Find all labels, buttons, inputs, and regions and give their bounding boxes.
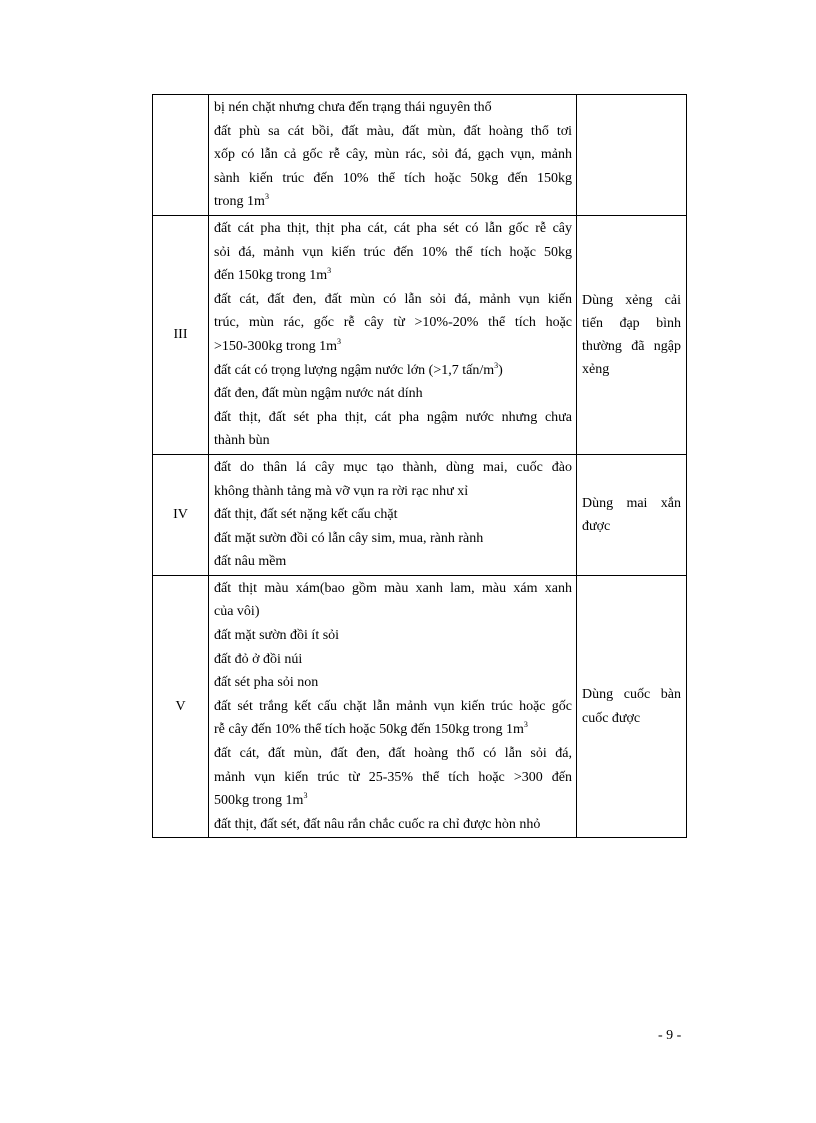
description-cell <box>209 215 577 454</box>
description-line <box>214 766 572 790</box>
text-run: đất cát, đất mùn, đất đen, đất hoàng thổ có lẫn sỏi đá, <box>214 746 572 762</box>
superscript: 3 <box>303 791 308 801</box>
description-line <box>214 96 572 120</box>
description-cell <box>209 95 577 216</box>
text-run: xốp có lẫn cả gốc rễ cây, mùn rác, sỏi đá, gạch vụn, mảnh <box>214 147 572 163</box>
superscript: 3 <box>264 192 269 202</box>
description-line <box>214 695 572 719</box>
text-run: đất sét trắng kết cấu chặt lẫn mảnh vụn kiến trúc hoặc gốc <box>214 698 572 714</box>
description-line <box>214 789 572 813</box>
description-cell <box>209 454 577 575</box>
method-line: cuốc được <box>582 710 641 726</box>
description-line <box>214 264 572 288</box>
method-line: xẻng <box>582 362 610 378</box>
method-line: tiến đạp bình <box>582 315 681 331</box>
text-run: trong 1m <box>214 194 265 210</box>
method-line: Dùng xẻng cải <box>582 292 681 308</box>
text-run: 500kg trong 1m <box>214 793 304 809</box>
description-line <box>214 671 572 695</box>
text-run: đất nâu mềm <box>214 554 287 570</box>
grade-cell: III <box>153 215 209 454</box>
description-line <box>214 742 572 766</box>
grade-cell: IV <box>153 454 209 575</box>
description-line <box>214 217 572 241</box>
description-line <box>214 550 572 574</box>
grade-cell: V <box>153 575 209 838</box>
method-line: Dùng mai xắn <box>582 495 681 511</box>
description-line <box>214 382 572 406</box>
superscript: 3 <box>494 360 499 370</box>
text-run: đất phù sa cát bồi, đất màu, đất mùn, đất hoàng thổ tơi <box>214 123 572 139</box>
text-run: đất mặt sườn đồi ít sỏi <box>214 628 340 644</box>
method-line: Dùng cuốc bàn <box>582 687 681 703</box>
description-line <box>214 359 572 383</box>
description-line <box>214 480 572 504</box>
text-run: đất đỏ ở đồi núi <box>214 651 303 667</box>
table-row <box>153 215 687 454</box>
description-line <box>214 241 572 265</box>
text-run: đất cát pha thịt, thịt pha cát, cát pha sét có lẫn gốc rễ cây <box>214 220 572 236</box>
method-cell <box>577 575 687 838</box>
description-line <box>214 503 572 527</box>
method-line: được <box>582 518 611 534</box>
description-line <box>214 527 572 551</box>
text-run: sỏi đá, mảnh vụn kiến trúc đến 10% thể tích hoặc 50kg <box>214 244 572 260</box>
text-run: đến 150kg trong 1m <box>214 268 328 284</box>
text-run: trúc, mùn rác, gốc rễ cây từ >10%-20% thể tích hoặc <box>214 315 572 331</box>
text-run: >150-300kg trong 1m <box>214 338 337 354</box>
text-run: đất thịt, đất sét nặng kết cấu chặt <box>214 507 398 523</box>
page-number: - 9 - <box>658 1028 682 1043</box>
soil-classification-table <box>152 94 687 838</box>
text-run: ) <box>498 362 503 378</box>
text-run: đất cát, đất đen, đất mùn có lẫn sỏi đá, mảnh vụn kiến <box>214 291 572 307</box>
text-run: rễ cây đến 10% thể tích hoặc 50kg đến 150kg trong 1m <box>214 722 524 738</box>
text-run: thành bùn <box>214 433 270 449</box>
description-line <box>214 143 572 167</box>
text-run: đất sét pha sỏi non <box>214 675 319 691</box>
grade-cell <box>153 95 209 216</box>
text-run: sành kiến trúc đến 10% thể tích hoặc 50kg đến 150kg <box>214 170 572 186</box>
description-line <box>214 648 572 672</box>
text-run: đất đen, đất mùn ngậm nước nát dính <box>214 386 423 402</box>
description-line <box>214 429 572 453</box>
superscript: 3 <box>327 266 332 276</box>
description-line <box>214 577 572 601</box>
superscript: 3 <box>337 336 341 346</box>
method-cell <box>577 95 687 216</box>
text-run: mảnh vụn kiến trúc từ 25-35% thể tích hoặc >300 đến <box>214 769 572 785</box>
description-line <box>214 120 572 144</box>
description-line <box>214 311 572 335</box>
text-run: đất thịt, đất sét pha thịt, cát pha ngậm nước nhưng chưa <box>214 409 572 425</box>
text-run: đất thịt màu xám(bao gồm màu xanh lam, màu xám xanh <box>214 580 572 596</box>
method-cell <box>577 215 687 454</box>
description-line <box>214 167 572 191</box>
description-line <box>214 718 572 742</box>
description-line <box>214 624 572 648</box>
text-run: đất thịt, đất sét, đất nâu rắn chắc cuốc ra chỉ được hòn nhỏ <box>214 816 541 832</box>
text-run: đất do thân lá cây mục tạo thành, dùng mai, cuốc đào <box>214 459 572 475</box>
text-run: bị nén chặt nhưng chưa đến trạng thái nguyên thổ <box>214 100 492 115</box>
description-line <box>214 406 572 430</box>
method-cell <box>577 454 687 575</box>
table-row <box>153 575 687 838</box>
description-line <box>214 813 572 837</box>
superscript: 3 <box>523 720 528 730</box>
table-row <box>153 454 687 575</box>
description-line <box>214 456 572 480</box>
description-cell <box>209 575 577 838</box>
text-run: không thành tảng mà vỡ vụn ra rời rạc như xỉ <box>214 483 469 499</box>
table-body <box>153 95 687 838</box>
table-row <box>153 95 687 216</box>
text-run: đất mặt sườn đồi có lẫn cây sim, mua, rành rành <box>214 530 484 546</box>
description-line <box>214 335 572 359</box>
text-run: đất cát có trọng lượng ngậm nước lớn (>1,7 tấn/m <box>214 362 495 378</box>
description-line <box>214 600 572 624</box>
description-line <box>214 190 572 214</box>
description-line <box>214 288 572 312</box>
text-run: của vôi) <box>214 604 260 620</box>
method-line: thường đã ngập <box>582 338 681 354</box>
